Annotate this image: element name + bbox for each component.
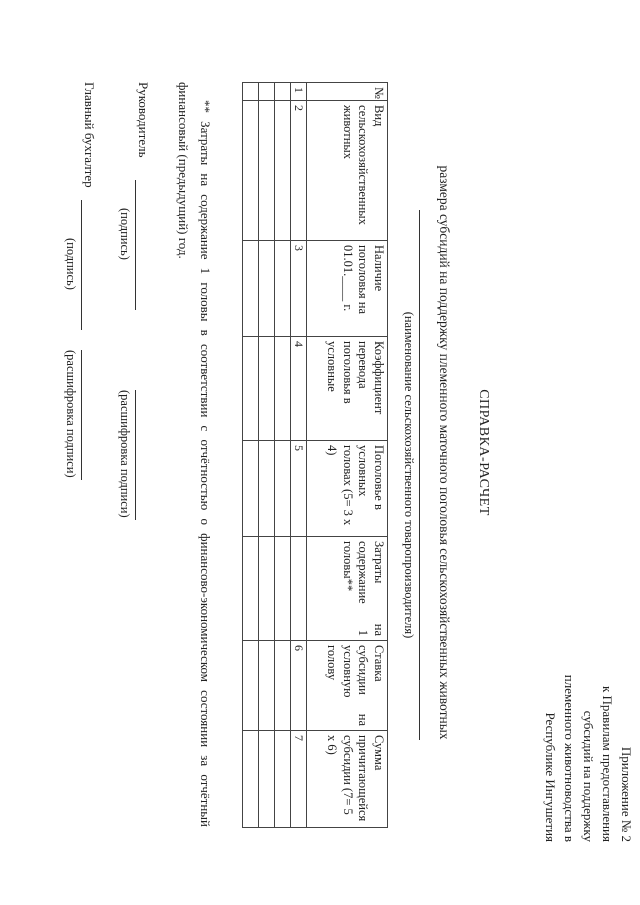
table-cell [275,731,291,828]
appendix-line: Республике Ингушетия [543,712,558,842]
header-subsidy-rate: Ставка субсидии на условную голову [307,641,388,731]
header-number: № [307,83,388,101]
accountant-signature-line [81,200,82,330]
header-animal-type: Вид сельскохозяйственных животных [307,101,388,241]
calculation-table [242,82,388,828]
chief-accountant-label: Главный бухгалтер [82,82,97,188]
column-number: 5 [291,441,307,537]
table-cell [243,641,259,731]
head-signature-label: Руководитель [136,82,151,158]
table-cell [243,337,259,441]
column-number: 3 [291,241,307,337]
column-number: 2 [291,101,307,241]
table-cell [275,241,291,337]
organization-caption: (наименование сельскохозяйственного товаропроизводителя) [402,311,416,639]
appendix-line: Приложение № 2 [619,746,634,842]
table-cell [275,641,291,731]
appendix-block [541,0,636,842]
table-cell [243,731,259,828]
document-subtitle: размера субсидий на поддержку племенного маточного поголовья сельскохозяйственных животных [437,165,453,740]
table-cell [275,537,291,641]
header-subsidy-amount: Сумма причитающейся субсидии (7= 5 х 6) [307,731,388,828]
title-block [435,0,492,905]
table-row [243,83,259,828]
table-cell [275,83,291,101]
table-row [259,83,275,828]
table-row [275,83,291,828]
table-cell [243,83,259,101]
column-number: 7 [291,731,307,828]
accountant-signature-caption: (подпись) [64,238,78,290]
table-cell [243,537,259,641]
column-number [291,537,307,641]
header-conversion-coefficient: Коэффициент перевода поголовья в условные [307,337,388,441]
organization-name-line [419,210,420,740]
table-cell [259,83,275,101]
table-cell [243,441,259,537]
table-cell [243,101,259,241]
header-herd-count: Наличие поголовья на 01.01.____ г. [307,241,388,337]
table-row [291,83,307,828]
table-cell [259,441,275,537]
document-title: СПРАВКА-РАСЧЕТ [476,389,491,516]
table-cell [259,731,275,828]
table-cell [275,441,291,537]
head-transcript-line [135,390,136,520]
table-header-row [307,83,388,828]
head-transcript-caption: (расшифровка подписи) [118,390,132,518]
appendix-line: субсидий на поддержку [581,710,596,842]
table-cell [243,241,259,337]
appendix-line: племенного животноводства в [562,674,577,842]
header-maintenance-cost: Затраты на содержание 1 головы** [307,537,388,641]
head-signature-caption: (подпись) [118,208,132,260]
table-cell [259,537,275,641]
table-cell [259,241,275,337]
footnote: ** Затраты на содержание 1 головы в соответствии с отчётностью о финансово-экономическом состоянии за отчётный финансовый (предыдущий) год. [176,82,213,827]
table-cell [275,337,291,441]
head-signature-line [135,180,136,310]
accountant-transcript-caption: (расшифровка подписи) [64,350,78,478]
table-cell [259,641,275,731]
appendix-line: к Правилам предоставления [600,685,615,842]
column-number: 1 [291,83,307,101]
table-cell [275,101,291,241]
header-conventional-heads: Поголовье в условных головах (5= 3 х 4) [307,441,388,537]
table-cell [259,101,275,241]
column-number: 4 [291,337,307,441]
accountant-transcript-line [81,350,82,480]
table-cell [259,337,275,441]
column-number: 6 [291,641,307,731]
